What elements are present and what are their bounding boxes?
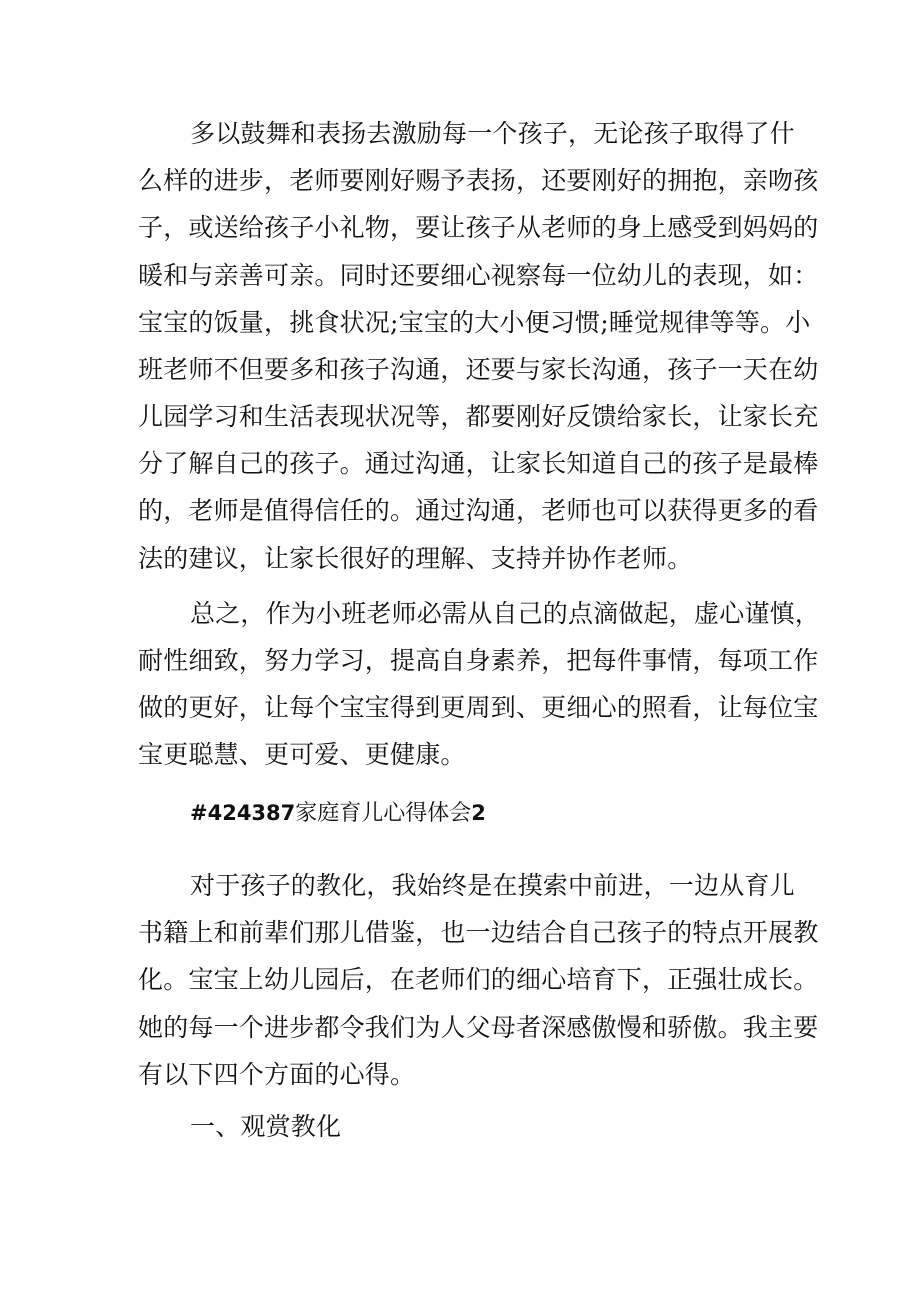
text-line: 子，或送给孩子小礼物，要让孩子从老师的身上感受到妈妈的 (138, 213, 819, 242)
text-line: 有以下四个方面的心得。 (138, 1060, 416, 1089)
heading-number: 2 (471, 801, 486, 825)
text-line: 班老师不但要多和孩子沟通，还要与家长沟通，孩子一天在幼 (138, 355, 819, 384)
text-line: 的，老师是值得信任的。通过沟通，老师也可以获得更多的看 (138, 496, 819, 525)
section-heading (190, 795, 486, 832)
text-line: 化。宝宝上幼儿园后，在老师们的细心培育下，正强壮成长。 (138, 965, 819, 994)
text-line: 多以鼓舞和表扬去激励每一个孩子，无论孩子取得了什 (190, 119, 795, 148)
text-line: 暖和与亲善可亲。同时还要细心视察每一位幼儿的表现，如： (138, 261, 819, 290)
text-line: 书籍上和前辈们那儿借鉴，也一边结合自己孩子的特点开展教 (138, 918, 819, 947)
text-line: 耐性细致，努力学习，提高自身素养，把每件事情，每项工作 (138, 646, 819, 675)
text-line: 总之，作为小班老师必需从自己的点滴做起，虚心谨慎， (190, 599, 821, 628)
text-line: 法的建议，让家长很好的理解、支持并协作老师。 (138, 544, 693, 573)
text-line: 儿园学习和生活表现状况等，都要刚好反馈给家长，让家长充 (138, 402, 819, 431)
text-line: 她的每一个进步都令我们为人父母者深感傲慢和骄傲。我主要 (138, 1013, 819, 1042)
text-line: 宝更聪慧、更可爱、更健康。 (138, 740, 466, 769)
text-line: 对于孩子的教化，我始终是在摸索中前进，一边从育儿 (190, 871, 795, 900)
text-line: 做的更好，让每个宝宝得到更周到、更细心的照看，让每位宝 (138, 693, 819, 722)
text-line: 宝宝的饭量，挑食状况;宝宝的大小便习惯;睡觉规律等等。小 (138, 308, 811, 337)
text-line: 么样的进步，老师要刚好赐予表扬，还要刚好的拥抱，亲吻孩 (138, 166, 819, 195)
heading-title: 家庭育儿心得体会 (295, 801, 472, 826)
text-line: 分了解自己的孩子。通过沟通，让家长知道自己的孩子是最棒 (138, 449, 819, 478)
heading-id: #424387 (190, 801, 296, 825)
subheading: 一、观赏教化 (190, 1112, 342, 1141)
